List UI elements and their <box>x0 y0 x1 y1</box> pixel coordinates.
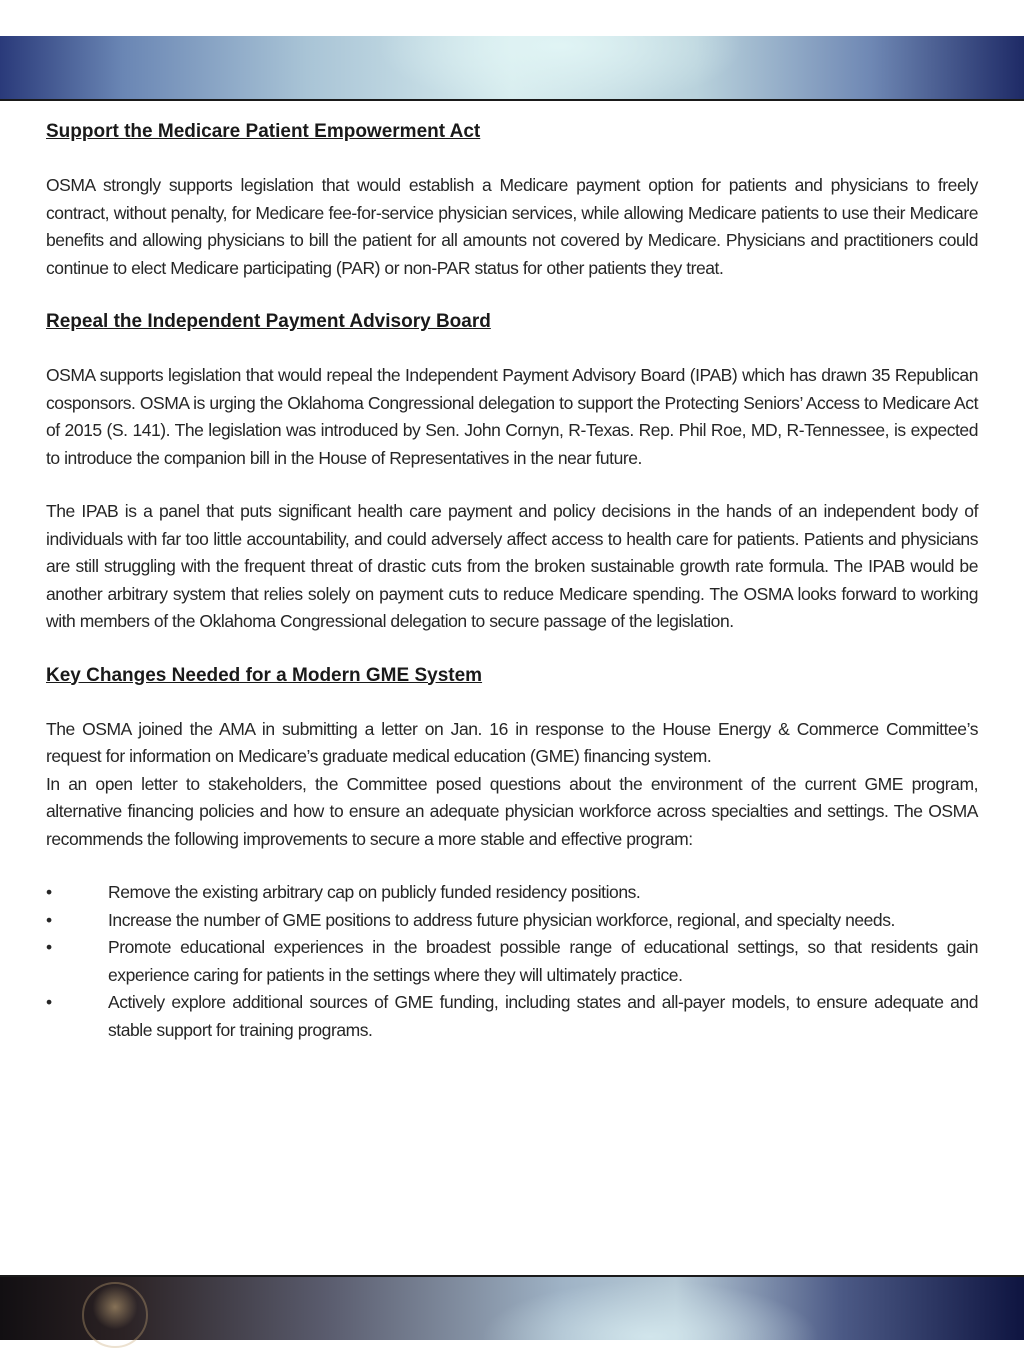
document-body <box>46 118 978 1044</box>
bullet-icon: • <box>46 909 52 930</box>
bullet-icon: • <box>46 882 52 902</box>
section-heading-medicare-empowerment: Support the Medicare Patient Empowerment Act <box>46 121 481 142</box>
list-item <box>46 989 978 1044</box>
list-item <box>46 934 978 989</box>
bullet-icon: • <box>46 937 52 957</box>
list-item-text: Promote educational experiences in the broadest possible range of educational settings, so that residents gain experience caring for patients in the settings where they will ultimately practice. <box>108 937 978 985</box>
list-item-text: Remove the existing arbitrary cap on publicly funded residency positions. <box>108 882 641 902</box>
footer-banner <box>0 1277 1024 1340</box>
header-banner <box>0 36 1024 100</box>
list-item-text: Increase the number of GME positions to address future physician workforce, regional, and specialty needs. <box>108 909 895 930</box>
list-item-text: Actively explore additional sources of GME funding, including states and all-payer models, to ensure adequate and stable support for training programs. <box>108 992 978 1040</box>
section-heading-repeal-ipab: Repeal the Independent Payment Advisory Board <box>46 311 491 332</box>
bullet-icon: • <box>46 992 52 1012</box>
list-item <box>46 879 978 907</box>
paragraph-gme-open-letter: In an open letter to stakeholders, the Committee posed questions about the environment of the current GME program, alternative financing policies and how to ensure an adequate physician workforce across specialties and settings. The OSMA recommends the following improvements to secure a more stable and effective program: <box>46 773 978 849</box>
lens-flare-decoration <box>82 1282 148 1348</box>
section-heading-gme-system: Key Changes Needed for a Modern GME System <box>46 664 483 686</box>
paragraph-ipab-panel: The IPAB is a panel that puts significant health care payment and policy decisions in the hands of an independent body of individuals with far too little accountability, and could adversely affect access to health care for patients. Patients and physicians are still struggling with the frequent threat of drastic cuts from the broken sustainable growth rate formula. The IPAB would be another arbitrary system that relies solely on payment cuts to reduce Medicare spending. The OSMA looks forward to working with members of the Oklahoma Congressional delegation to secure passage of the legislation. <box>46 501 978 631</box>
paragraph-medicare-empowerment: OSMA strongly supports legislation that would establish a Medicare payment option for patients and physicians to freely contract, without penalty, for Medicare fee-for-service physician services, while allowing Medicare patients to use their Medicare benefits and allowing physicians to bill the patient for all amounts not covered by Medicare. Physicians and practitioners could continue to elect Medicare participating (PAR) or non-PAR status for other patients they treat. <box>46 175 978 278</box>
paragraph-gme-letter: The OSMA joined the AMA in submitting a letter on Jan. 16 in response to the House Energy & Commerce Committee’s request for information on Medicare’s graduate medical education (GME) financing system. <box>46 718 978 766</box>
gme-recommendations-list <box>46 879 978 1044</box>
header-divider <box>0 99 1024 101</box>
list-item <box>46 907 978 935</box>
paragraph-ipab-legislation: OSMA supports legislation that would repeal the Independent Payment Advisory Board (IPAB) which has drawn 35 Republican cosponsors. OSMA is urging the Oklahoma Congressional delegation to support the Protecting Seniors’ Access to Medicare Act of 2015 (S. 141). The legislation was introduced by Sen. John Cornyn, R-Texas. Rep. Phil Roe, MD, R-Tennessee, is expected to introduce the companion bill in the House of Representatives in the near future. <box>46 365 978 468</box>
